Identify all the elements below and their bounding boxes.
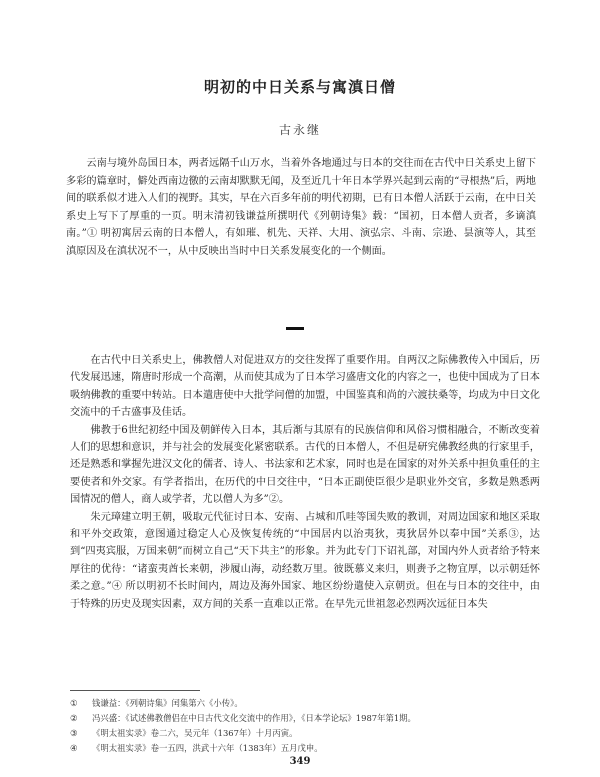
footnote-item: [70, 711, 540, 726]
footnote-list: [70, 696, 540, 756]
body-paragraph-1: 在古代中日关系史上，佛教僧人对促进双方的交往发挥了重要作用。自两汉之际佛教传入中国后，历代发展迅速，隋唐时形成一个高潮，从而使其成为了日本学习盛唐文化的内容之一，也使中国成为了日本吸纳佛教的重要中转站。日本遣唐使中大批学问僧的加盟，中国鉴真和尚的六渡扶桑等，均成为中日文化交流中的千古盛事及佳话。: [70, 355, 540, 419]
footnote-item: [70, 726, 540, 741]
article-title: 明初的中日关系与寓滇日僧: [203, 78, 396, 96]
footnote-text: 钱谦益：《列朝诗集》闰集第六《小传》。: [92, 698, 243, 708]
body-paragraph-2: 佛教于6世纪初经中国及朝鲜传入日本，其后渐与其原有的民族信仰和风俗习惯相融合，不断改变着人们的思想和意识，并与社会的发展变化紧密联系。古代的日本僧人，不但是研究佛教经典的行家里手，还是熟悉和掌握先进汉文化的儒者、诗人、书法家和艺术家，同时也是在国家的对外关系中担负重任的主要使者和外交家。有学者指出，在历代的中日交往中，“日本正副使臣很少是职业外交官，多数是熟悉两国情况的僧人，商人或学者，尤以僧人为多”②。: [70, 424, 540, 506]
page-number: 349: [289, 756, 311, 767]
footnote-text: 《明太祖实录》卷一五四，洪武十六年（1383年）五月戊申。: [92, 743, 323, 753]
footnote-mark: ④: [70, 743, 78, 753]
section-divider: [286, 327, 304, 330]
footnote-item: [70, 741, 540, 756]
footnote-mark: ①: [70, 698, 78, 708]
footnote-text: 冯兴盛：《试述佛教僧侣在中日古代文化交流中的作用》，《日本学论坛》1987年第1期。: [92, 713, 416, 723]
article-abstract: 云南与境外岛国日本，两者远隔千山万水，当着外各地通过与日本的交往而在古代中日关系史上留下多彩的篇章时，僻处西南边徼的云南却默默无闻，及至近几十年日本学界兴起到云南的“寻根热”后，两地间的联系似才进入人们的视野。其实，早在六百多年前的明代初期，已有日本僧人活跃于云南，在中日关系史上写下了厚重的一页。明末清初钱谦益所撰明代《列朝诗集》载：“国初，日本僧人贡者，多谪滇南。”① 明初寓居云南的日本僧人，有如璀、机先、天祥、大用、演弘宗、斗南、宗逊、昙演等人，其至滇原因及在滇状况不一，从中反映出当时中日关系发展变化的一个侧面。: [66, 158, 536, 257]
footnote-mark: ③: [70, 728, 78, 738]
article-body: [70, 352, 540, 613]
footnote-rule: [70, 690, 200, 691]
body-paragraph-3: 朱元璋建立明王朝，吸取元代征讨日本、安南、占城和爪哇等国失败的教训，对周边国家和地区采取和平外交政策，意图通过稳定人心及恢复传统的“中国居内以治夷狄，夷狄居外以奉中国”关系③，达到“四夷宾服，万国来朝”而树立自己“天下共主”的形象。并为此专门下诏礼部，对国内外人贡者给予特来厚往的优待：“诸蛮夷酋长来朝，涉履山海，动经数万里。彼既慕义来归，则赉予之物宜厚，以示朝廷怀柔之意。”④ 所以明初不长时间内，周边及海外国家、地区纷纷遣使入京朝贡。但在与日本的交往中，由于特殊的历史及现实因素，双方间的关系一直难以正常。在早先元世祖忽必烈两次远征日本失: [70, 511, 540, 610]
footnote-text: 《明太祖实录》卷二六，吴元年（1367年）十月丙寅。: [92, 728, 298, 738]
footnote-mark: ②: [70, 713, 78, 723]
article-author: 古永继: [278, 123, 321, 137]
footnote-item: [70, 696, 540, 711]
